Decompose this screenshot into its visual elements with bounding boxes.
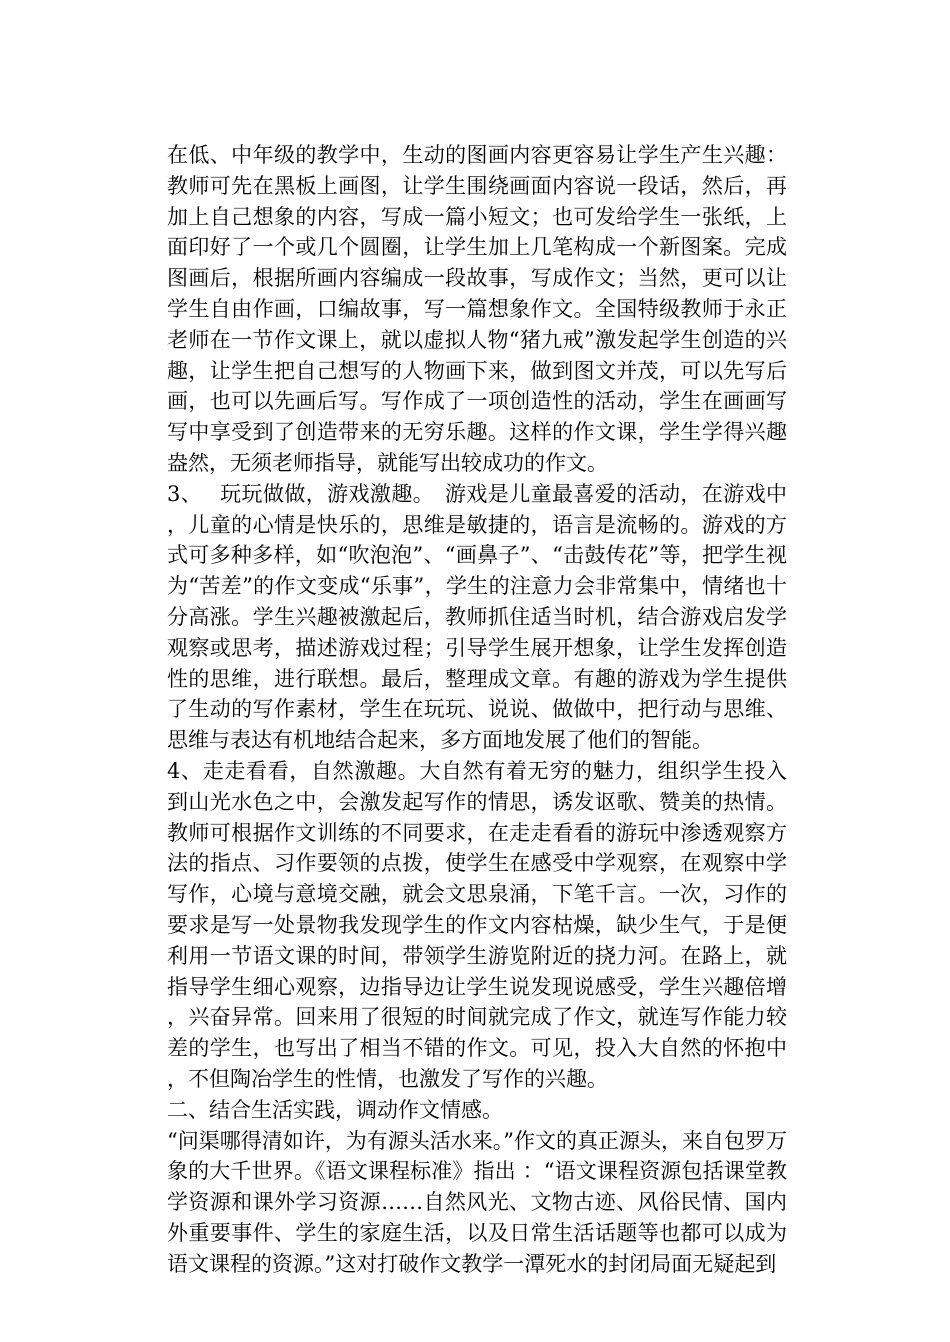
paragraph-game-interest: 3、 玩玩做做，游戏激趣。 游戏是儿童最喜爱的活动，在游戏中，儿童的心情是快乐的，思维是敏捷的，语言是流畅的。游戏的方式可多种多样，如“吹泡泡”、“画鼻子”、“击鼓传花”等，把学生视为“苦差”的作文变成“乐事”，学生的注意力会非常集中，情绪也十分高涨。学生兴趣被激起后，教师抓住适当时机，结合游戏启发学观察或思考，描述游戏过程；引导学生展开想象，让学生发挥创造性的思维，进行联想。最后，整理成文章。有趣的游戏为学生提供了生动的写作素材，学生在玩玩、说说、做做中，把行动与思维、思维与表达有机地结合起来，多方面地发展了他们的智能。 xyxy=(167,481,787,753)
document-body xyxy=(167,140,787,1279)
paragraph-curriculum-resources: “问渠哪得清如许，为有源头活水来。”作文的真正源头，来自包罗万象的大千世界。《语文课程标准》指出 ：“语文课程资源包括课堂教学资源和课外学习资源……自然风光、文物古迹、风俗民情、国内外重要事件、学生的家庭生活，以及日常生活话题等也都可以成为语文课程的资源。”这对打破作文教学一潭死水的封闭局面无疑起到 xyxy=(167,1128,787,1276)
paragraph-drawing-interest: 在低、中年级的教学中，生动的图画内容更容易让学生产生兴趣：教师可先在黑板上画图，让学生围绕画面内容说一段话，然后，再加上自己想象的内容，写成一篇小短文；也可发给学生一张纸，上面印好了一个或几个圆圈，让学生加上几笔构成一个新图案。完成图画后，根据所画内容编成一段故事，写成作文；当然，更可以让学生自由作画，口编故事，写一篇想象作文。全国特级教师于永正老师在一节作文课上，就以虚拟人物“猪九戒”激发起学生创造的兴趣，让学生把自己想写的人物画下来，做到图文并茂，可以先写后画，也可以先画后写。写作成了一项创造性的活动，学生在画画写写中享受到了创造带来的无穷乐趣。这样的作文课，学生学得兴趣盎然，无须老师指导，就能写出较成功的作文。 xyxy=(167,143,787,475)
section-heading-life-practice: 二、结合生活实践，调动作文情感。 xyxy=(167,1097,503,1122)
paragraph-nature-interest: 4、走走看看，自然激趣。大自然有着无穷的魅力，组织学生投入到山光水色之中，会激发起写作的情思，诱发讴歌、赞美的热情。教师可根据作文训练的不同要求，在走走看看的游玩中渗透观察方法的指点、习作要领的点拨，使学生在感受中学观察，在观察中学写作，心境与意境交融，就会文思泉涌，下笔千言。一次，习作的要求是写一处景物我发现学生的作文内容枯燥，缺少生气，于是便利用一节语文课的时间，带领学生游览附近的挠力河。在路上，就指导学生细心观察，边指导边让学生说发现说感受，学生兴趣倍增，兴奋异常。回来用了很短的时间就完成了作文，就连写作能力较差的学生，也写出了相当不错的作文。可见，投入大自然的怀抱中，不但陶冶学生的性情，也激发了写作的兴趣。 xyxy=(167,758,787,1091)
